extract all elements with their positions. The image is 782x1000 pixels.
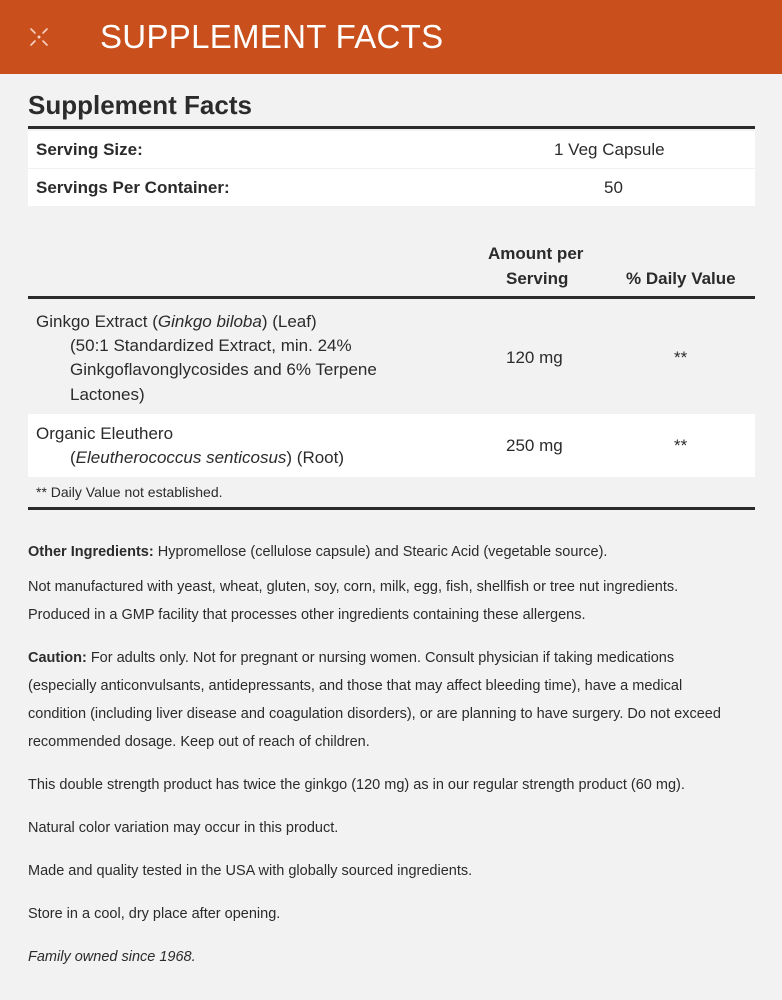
made-note: Made and quality tested in the USA with globally sourced ingredients. [28, 863, 473, 879]
caution-line-1: Caution: For adults only. Not for pregnant or nursing women. Consult physician if taking medications [28, 650, 675, 666]
allergen-line-2: Produced in a GMP facility that processes other ingredients containing these allergens. [28, 607, 586, 623]
sparkle-icon [28, 26, 50, 48]
color-note: Natural color variation may occur in this product. [28, 820, 339, 836]
serving-size-row [28, 131, 755, 168]
footnote: ** Daily Value not established. [36, 484, 223, 500]
ingredient-amount: 250 mg [506, 436, 563, 455]
header-banner [0, 0, 782, 74]
servings-value: 50 [604, 178, 623, 197]
allergen-line-1: Not manufactured with yeast, wheat, gluten, soy, corn, milk, egg, fish, shellfish or tree nut ingredients. [28, 579, 679, 595]
servings-label: Servings Per Container: [36, 178, 230, 197]
caution-line-2: (especially anticonvulsants, antidepressants, and those that may affect bleeding time), have a medical [28, 678, 683, 694]
other-ingredients: Other Ingredients: Hypromellose (cellulose capsule) and Stearic Acid (vegetable source). [28, 544, 608, 560]
servings-row [28, 169, 755, 206]
ingredient-name: Ginkgo Extract (Ginkgo biloba) (Leaf) [36, 312, 317, 331]
col-amount-line1: Amount per [488, 244, 584, 263]
serving-size-label: Serving Size: [36, 140, 143, 159]
ingredient-dv: ** [674, 348, 688, 367]
col-daily-value: % Daily Value [626, 269, 736, 288]
ingredient-dv: ** [674, 436, 688, 455]
caution-line-3: condition (including liver disease and coagulation disorders), or are planning to have surgery. Do not exceed [28, 706, 721, 722]
ingredient-detail: Lactones) [70, 385, 145, 404]
ingredient-detail: (50:1 Standardized Extract, min. 24% [70, 336, 352, 355]
ingredient-detail: (Eleutherococcus senticosus) (Root) [70, 448, 345, 467]
divider-top [28, 126, 755, 129]
store-note: Store in a cool, dry place after opening. [28, 906, 281, 922]
ingredient-row-eleuthero [28, 414, 755, 477]
serving-size-value: 1 Veg Capsule [554, 140, 665, 159]
caution-line-4: recommended dosage. Keep out of reach of children. [28, 734, 370, 750]
col-amount-line2: Serving [506, 269, 569, 288]
ingredient-detail: Ginkgoflavonglycosides and 6% Terpene [70, 360, 377, 379]
strength-note: This double strength product has twice the ginkgo (120 mg) as in our regular strength product (60 mg). [28, 777, 685, 793]
ingredient-name: Organic Eleuthero [36, 424, 174, 443]
divider-bottom [28, 507, 755, 510]
divider-header [28, 296, 755, 299]
banner-title: SUPPLEMENT FACTS [100, 18, 444, 55]
ingredient-amount: 120 mg [506, 348, 563, 367]
facts-title: Supplement Facts [28, 90, 252, 120]
family-note: Family owned since 1968. [28, 949, 196, 965]
